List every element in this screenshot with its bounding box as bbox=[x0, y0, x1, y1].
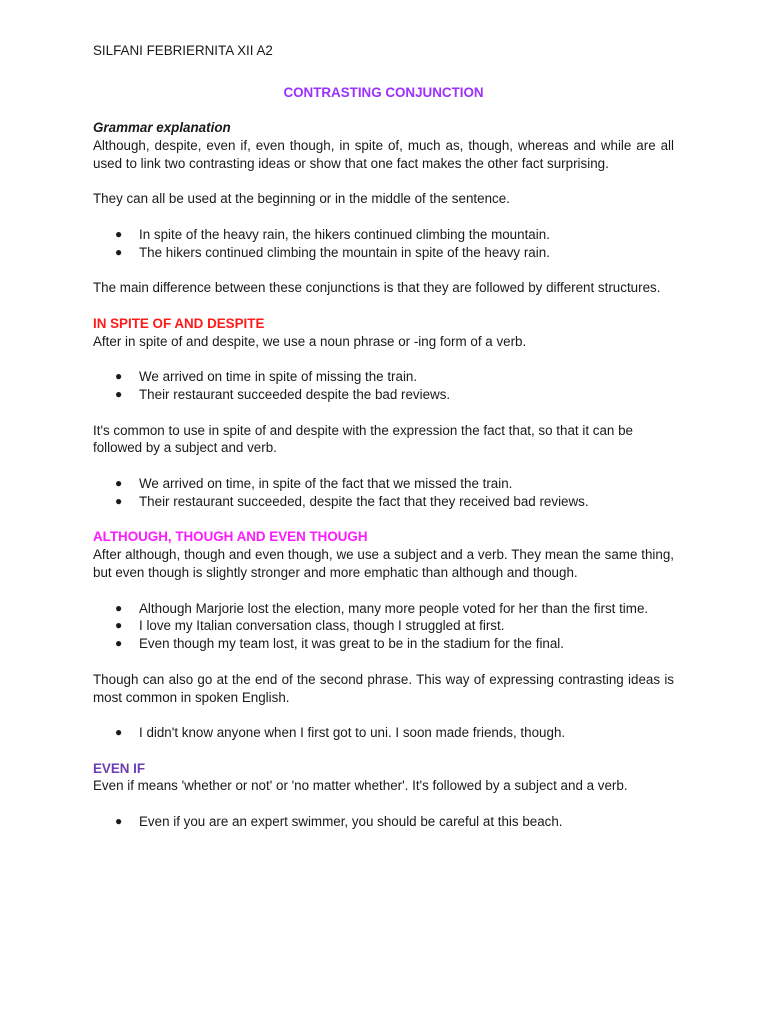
bullet-icon: ● bbox=[115, 725, 123, 740]
list-item-text: Their restaurant succeeded despite the bad reviews. bbox=[139, 386, 451, 402]
difference-paragraph: The main difference between these conjunctions is that they are followed by different structures. bbox=[93, 280, 661, 296]
list-item bbox=[93, 368, 674, 386]
list-item-text: Their restaurant succeeded, despite the fact that they received bad reviews. bbox=[139, 493, 589, 509]
list-item bbox=[93, 600, 674, 618]
list-item bbox=[93, 724, 674, 742]
list-item bbox=[93, 386, 674, 404]
although-text: After although, though and even though, we use a subject and a verb. They mean the same thing, but even though is slightly stronger and more emphatic than although and though. bbox=[93, 547, 674, 580]
in-spite-examples-list-2 bbox=[93, 475, 674, 511]
author-line: SILFANI FEBRIERNITA XII A2 bbox=[93, 43, 273, 58]
list-item-text: Although Marjorie lost the election, many more people voted for her than the first time. bbox=[139, 600, 649, 616]
document-title: CONTRASTING CONJUNCTION bbox=[283, 85, 484, 100]
even-if-heading: EVEN IF bbox=[93, 760, 146, 776]
in-spite-examples-list bbox=[93, 368, 674, 404]
bullet-icon: ● bbox=[115, 618, 123, 633]
list-item-text: We arrived on time, in spite of the fact that we missed the train. bbox=[139, 475, 513, 491]
even-if-examples-list bbox=[93, 813, 674, 831]
position-note: They can all be used at the beginning or in the middle of the sentence. bbox=[93, 191, 510, 207]
in-spite-heading: IN SPITE OF AND DESPITE bbox=[93, 315, 265, 331]
document-page bbox=[93, 42, 674, 831]
list-item-text: Even though my team lost, it was great to be in the stadium for the final. bbox=[139, 636, 565, 652]
bullet-icon: ● bbox=[115, 475, 123, 490]
although-heading: ALTHOUGH, THOUGH AND EVEN THOUGH bbox=[93, 529, 368, 545]
list-item bbox=[93, 493, 674, 511]
although-examples-list-2 bbox=[93, 724, 674, 742]
grammar-intro: Although, despite, even if, even though, in spite of, much as, though, whereas and while are all used to link two contrasting ideas or show that one fact makes the other fact surprising. bbox=[93, 137, 674, 171]
list-item bbox=[93, 226, 674, 244]
list-item bbox=[93, 635, 674, 653]
list-item-text: The hikers continued climbing the mountain in spite of the heavy rain. bbox=[139, 244, 550, 260]
bullet-icon: ● bbox=[115, 369, 123, 384]
even-if-text: Even if means 'whether or not' or 'no matter whether'. It's followed by a subject and a verb. bbox=[93, 778, 628, 794]
in-spite-text: After in spite of and despite, we use a noun phrase or -ing form of a verb. bbox=[93, 333, 527, 349]
bullet-icon: ● bbox=[115, 244, 123, 259]
list-item-text: We arrived on time in spite of missing the train. bbox=[139, 369, 418, 385]
bullet-icon: ● bbox=[115, 386, 123, 401]
although-text-2: Though can also go at the end of the second phrase. This way of expressing contrasting ideas is most common in spoken English. bbox=[93, 671, 674, 705]
although-examples-list bbox=[93, 600, 674, 653]
list-item bbox=[93, 244, 674, 262]
in-spite-text-2: It's common to use in spite of and despite with the expression the fact that, so that it can be followed by a subject and verb. bbox=[93, 422, 633, 456]
grammar-heading: Grammar explanation bbox=[93, 120, 231, 135]
list-item-text: I didn't know anyone when I first got to uni. I soon made friends, though. bbox=[139, 725, 566, 741]
bullet-icon: ● bbox=[115, 600, 123, 615]
list-item bbox=[93, 813, 674, 831]
list-item bbox=[93, 617, 674, 635]
list-item-text: Even if you are an expert swimmer, you should be careful at this beach. bbox=[139, 814, 563, 830]
list-item bbox=[93, 475, 674, 493]
bullet-icon: ● bbox=[115, 636, 123, 651]
bullet-icon: ● bbox=[115, 814, 123, 829]
bullet-icon: ● bbox=[115, 226, 123, 241]
list-item-text: I love my Italian conversation class, though I struggled at first. bbox=[139, 618, 505, 634]
list-item-text: In spite of the heavy rain, the hikers continued climbing the mountain. bbox=[139, 226, 550, 242]
grammar-examples-list bbox=[93, 226, 674, 262]
bullet-icon: ● bbox=[115, 493, 123, 508]
